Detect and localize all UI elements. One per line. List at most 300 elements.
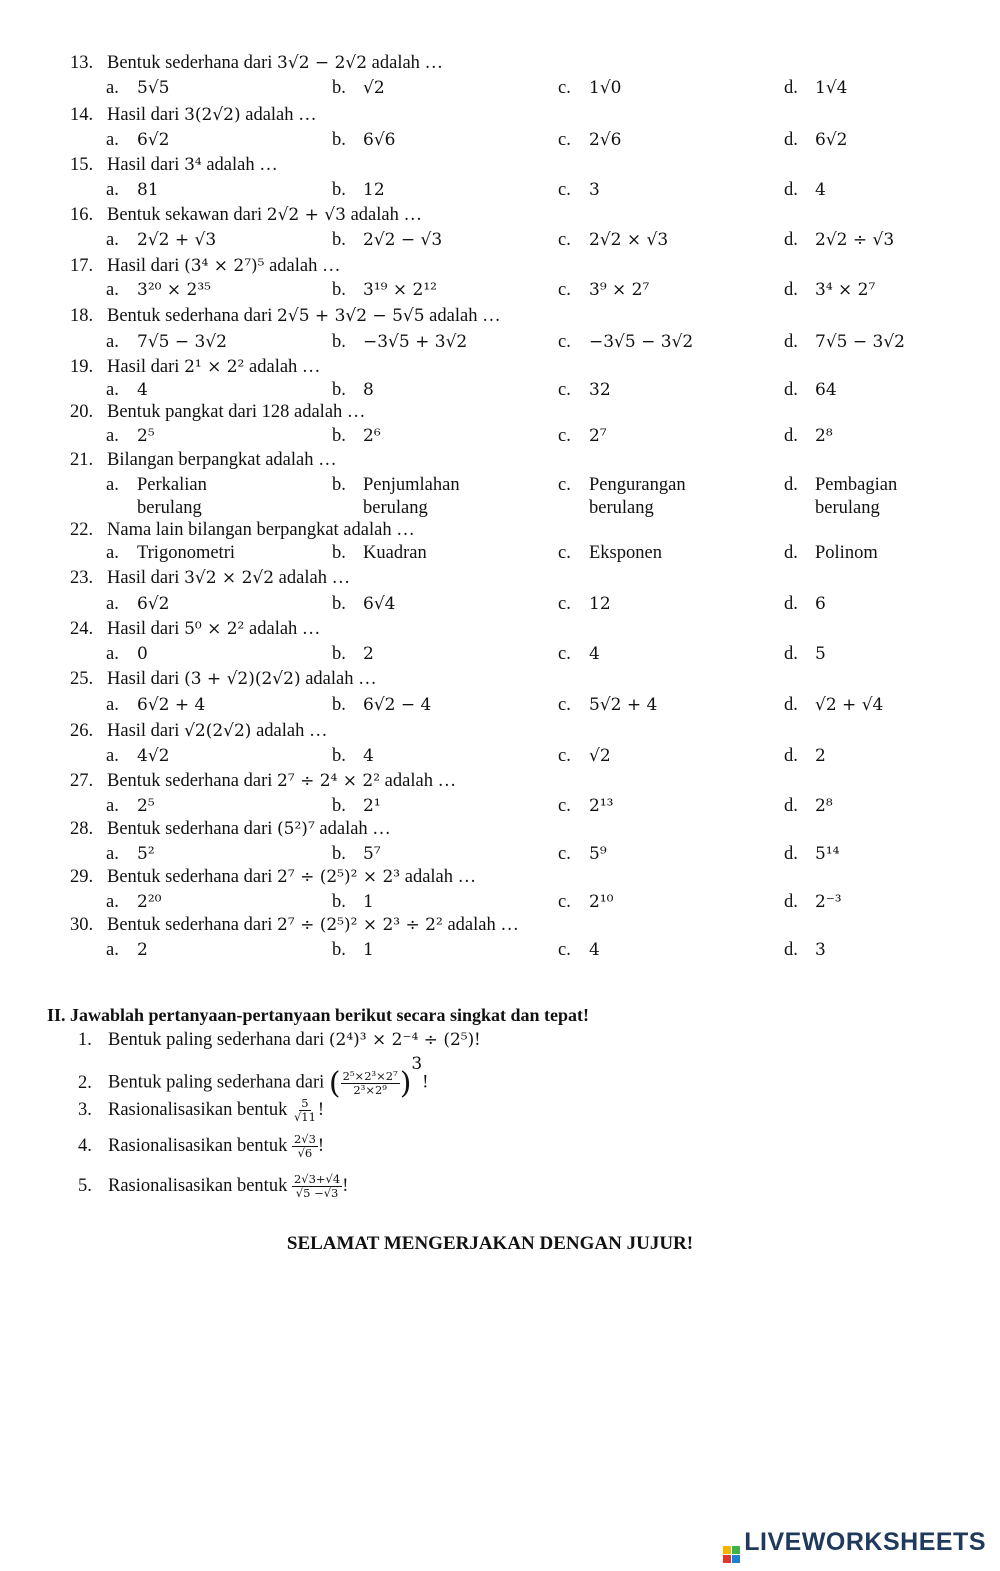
option-value: 5¹⁴ bbox=[815, 844, 840, 864]
question-tail: adalah … bbox=[245, 105, 317, 125]
option-b[interactable] bbox=[332, 594, 395, 615]
option-value: 32 bbox=[589, 380, 611, 400]
fraction-numerator: 5 bbox=[301, 1096, 309, 1110]
question-tail: adalah … bbox=[249, 357, 321, 377]
question-17 bbox=[70, 256, 970, 277]
option-a[interactable] bbox=[106, 332, 227, 353]
question-stem: Hasil dari bbox=[107, 669, 180, 689]
option-c[interactable] bbox=[558, 78, 621, 99]
option-b[interactable] bbox=[332, 474, 493, 520]
option-value: 2⁻³ bbox=[815, 892, 842, 912]
option-c[interactable] bbox=[558, 280, 649, 301]
essay-number: 2. bbox=[78, 1072, 92, 1093]
question-expression: 3√2 − 2√2 bbox=[277, 53, 368, 73]
option-letter: c. bbox=[558, 426, 571, 446]
essay-fraction bbox=[292, 1173, 342, 1200]
option-b[interactable] bbox=[332, 426, 381, 447]
option-value: 5⁹ bbox=[589, 844, 607, 864]
option-letter: c. bbox=[558, 280, 571, 300]
option-value: 2⁵ bbox=[137, 426, 155, 446]
option-value: 5√2 + 4 bbox=[589, 695, 658, 715]
option-letter: c. bbox=[558, 543, 571, 563]
option-letter: b. bbox=[332, 475, 346, 495]
option-value: 0 bbox=[137, 644, 148, 664]
options-row bbox=[0, 746, 1000, 770]
options-row bbox=[0, 180, 1000, 204]
option-d[interactable] bbox=[784, 844, 839, 865]
option-letter: d. bbox=[784, 180, 798, 200]
option-c[interactable] bbox=[558, 746, 611, 767]
option-letter: d. bbox=[784, 426, 798, 446]
question-stem: Hasil dari bbox=[107, 155, 180, 175]
option-letter: d. bbox=[784, 892, 798, 912]
essay-text: Rasionalisasikan bentuk bbox=[108, 1099, 288, 1120]
question-number: 24. bbox=[70, 619, 94, 639]
essay-fraction bbox=[341, 1070, 400, 1097]
option-a[interactable] bbox=[106, 644, 148, 665]
option-value: 2⁷ bbox=[589, 426, 607, 446]
option-b[interactable] bbox=[332, 695, 431, 716]
question-tail: adalah … bbox=[206, 155, 278, 175]
option-value: Pengurangan berulang bbox=[589, 475, 686, 518]
option-value: 6√2 bbox=[815, 130, 848, 150]
option-a[interactable] bbox=[106, 594, 169, 615]
question-16 bbox=[70, 205, 970, 226]
options-row bbox=[0, 474, 1000, 518]
option-letter: a. bbox=[106, 230, 119, 250]
essay-fraction bbox=[292, 1133, 318, 1160]
option-value: 4 bbox=[589, 940, 600, 960]
option-a[interactable] bbox=[106, 892, 161, 913]
question-number: 30. bbox=[70, 915, 94, 935]
option-value: 6 bbox=[815, 594, 826, 614]
essay-item-1 bbox=[78, 1030, 480, 1051]
question-number: 20. bbox=[70, 402, 94, 422]
question-number: 15. bbox=[70, 155, 94, 175]
option-letter: a. bbox=[106, 426, 119, 446]
option-letter: a. bbox=[106, 380, 119, 400]
option-c[interactable] bbox=[558, 332, 693, 353]
fraction-numerator: 2√3 bbox=[293, 1132, 316, 1146]
option-letter: a. bbox=[106, 796, 119, 816]
option-value: 2²⁰ bbox=[137, 892, 162, 912]
option-b[interactable] bbox=[332, 130, 395, 151]
question-expression: 2√5 + 3√2 − 5√5 bbox=[277, 306, 425, 326]
question-expression: 2⁷ ÷ (2⁵)² × 2³ bbox=[277, 867, 401, 887]
option-value: 5² bbox=[137, 844, 155, 864]
option-letter: d. bbox=[784, 695, 798, 715]
question-stem: Bentuk sederhana dari bbox=[107, 53, 273, 73]
options-row bbox=[0, 426, 1000, 450]
essay-text: Bentuk paling sederhana dari bbox=[108, 1072, 325, 1093]
option-letter: a. bbox=[106, 332, 119, 352]
option-value: 2¹ bbox=[363, 796, 381, 816]
essay-number: 3. bbox=[78, 1099, 92, 1120]
option-a[interactable] bbox=[106, 230, 216, 251]
question-stem: Hasil dari bbox=[107, 721, 180, 741]
option-c[interactable] bbox=[558, 426, 607, 447]
option-letter: a. bbox=[106, 280, 119, 300]
option-letter: a. bbox=[106, 180, 119, 200]
question-tail: adalah … bbox=[371, 53, 444, 73]
option-value: 6√2 − 4 bbox=[363, 695, 432, 715]
option-a[interactable] bbox=[106, 746, 169, 767]
option-a[interactable] bbox=[106, 180, 159, 201]
option-d[interactable] bbox=[784, 594, 826, 615]
question-stem: Hasil dari bbox=[107, 256, 180, 276]
fraction-numerator: 2⁵×2³×2⁷ bbox=[342, 1068, 398, 1083]
option-c[interactable] bbox=[558, 543, 662, 564]
question-26 bbox=[70, 721, 970, 742]
option-d[interactable] bbox=[784, 380, 837, 401]
question-expression: (3⁴ × 2⁷)⁵ bbox=[184, 256, 265, 276]
option-value: 7√5 − 3√2 bbox=[137, 332, 227, 352]
option-a[interactable] bbox=[106, 78, 169, 99]
option-letter: a. bbox=[106, 130, 119, 150]
question-expression: (5²)⁷ bbox=[277, 819, 315, 839]
question-number: 25. bbox=[70, 669, 94, 689]
option-b[interactable] bbox=[332, 280, 437, 301]
option-c[interactable] bbox=[558, 844, 607, 865]
option-d[interactable] bbox=[784, 130, 847, 151]
option-c[interactable] bbox=[558, 180, 600, 201]
essay-item-5 bbox=[78, 1173, 348, 1200]
option-d[interactable] bbox=[784, 695, 883, 716]
option-letter: c. bbox=[558, 230, 571, 250]
option-c[interactable] bbox=[558, 230, 668, 251]
fraction-denominator: √5 −√3 bbox=[295, 1186, 339, 1200]
option-value: 12 bbox=[589, 594, 611, 614]
option-a[interactable] bbox=[106, 543, 235, 564]
option-value: √2 bbox=[363, 78, 385, 98]
question-number: 26. bbox=[70, 721, 94, 741]
option-d[interactable] bbox=[784, 543, 878, 564]
option-value: 4 bbox=[589, 644, 600, 664]
options-row bbox=[0, 644, 1000, 668]
option-value: 6√2 bbox=[137, 594, 170, 614]
brand-name: LIVEWORKSHEETS bbox=[744, 1528, 986, 1556]
option-letter: c. bbox=[558, 130, 571, 150]
options-row bbox=[0, 940, 1000, 964]
option-value: 5√5 bbox=[137, 78, 170, 98]
option-b[interactable] bbox=[332, 644, 374, 665]
option-letter: a. bbox=[106, 543, 119, 563]
question-expression: 5⁰ × 2² bbox=[184, 619, 245, 639]
option-value: Perkalian berulang bbox=[137, 475, 207, 518]
question-stem: Hasil dari bbox=[107, 619, 180, 639]
option-value: 3⁹ × 2⁷ bbox=[589, 280, 650, 300]
question-stem: Nama lain bilangan berpangkat adalah … bbox=[107, 520, 415, 540]
option-value: 3 bbox=[815, 940, 826, 960]
question-number: 19. bbox=[70, 357, 94, 377]
option-letter: c. bbox=[558, 332, 571, 352]
option-c[interactable] bbox=[558, 695, 657, 716]
option-value: Pembagian berulang bbox=[815, 475, 898, 518]
option-value: 2⁵ bbox=[137, 796, 155, 816]
essay-text: Rasionalisasikan bentuk bbox=[108, 1175, 288, 1196]
question-13 bbox=[70, 53, 970, 74]
option-b[interactable] bbox=[332, 230, 442, 251]
option-d[interactable] bbox=[784, 940, 826, 961]
option-a[interactable] bbox=[106, 474, 267, 520]
option-value: 6√2 bbox=[137, 130, 170, 150]
option-d[interactable] bbox=[784, 746, 826, 767]
option-letter: b. bbox=[332, 644, 346, 664]
option-b[interactable] bbox=[332, 543, 427, 564]
option-value: 3¹⁹ × 2¹² bbox=[363, 280, 437, 300]
option-letter: c. bbox=[558, 380, 571, 400]
option-letter: d. bbox=[784, 230, 798, 250]
option-c[interactable] bbox=[558, 644, 600, 665]
question-tail: adalah … bbox=[305, 669, 377, 689]
question-stem: Hasil dari bbox=[107, 568, 180, 588]
option-a[interactable] bbox=[106, 844, 155, 865]
option-b[interactable] bbox=[332, 180, 385, 201]
option-d[interactable] bbox=[784, 78, 847, 99]
option-letter: a. bbox=[106, 695, 119, 715]
option-value: 6√2 + 4 bbox=[137, 695, 206, 715]
essay-number: 4. bbox=[78, 1135, 92, 1156]
option-value: 3⁴ × 2⁷ bbox=[815, 280, 876, 300]
essay-text: Rasionalisasikan bentuk bbox=[108, 1135, 288, 1156]
question-tail: adalah … bbox=[404, 867, 477, 887]
question-23 bbox=[70, 568, 970, 589]
question-stem: Bentuk pangkat dari 128 adalah … bbox=[107, 402, 366, 422]
fraction-denominator: 2³×2⁹ bbox=[353, 1082, 387, 1097]
option-letter: d. bbox=[784, 543, 798, 563]
option-b[interactable] bbox=[332, 78, 385, 99]
option-value: 4√2 bbox=[137, 746, 170, 766]
option-d[interactable] bbox=[784, 230, 894, 251]
option-value: 2√2 + √3 bbox=[137, 230, 217, 250]
option-a[interactable] bbox=[106, 940, 148, 961]
option-d[interactable] bbox=[784, 644, 826, 665]
option-c[interactable] bbox=[558, 940, 600, 961]
fraction-denominator: √11 bbox=[293, 1110, 316, 1124]
option-value: 2 bbox=[137, 940, 148, 960]
option-value: 6√6 bbox=[363, 130, 396, 150]
essay-fraction bbox=[292, 1097, 318, 1124]
question-21 bbox=[70, 450, 970, 471]
question-stem: Bentuk sederhana dari bbox=[107, 915, 273, 935]
option-letter: b. bbox=[332, 380, 346, 400]
paren-close: ) bbox=[399, 1065, 412, 1101]
option-d[interactable] bbox=[784, 892, 842, 913]
option-b[interactable] bbox=[332, 332, 467, 353]
option-c[interactable] bbox=[558, 130, 621, 151]
option-a[interactable] bbox=[106, 426, 155, 447]
options-row bbox=[0, 892, 1000, 916]
option-letter: a. bbox=[106, 940, 119, 960]
option-letter: a. bbox=[106, 78, 119, 98]
option-a[interactable] bbox=[106, 695, 205, 716]
option-c[interactable] bbox=[558, 474, 719, 520]
options-row bbox=[0, 844, 1000, 868]
options-row bbox=[0, 332, 1000, 356]
option-a[interactable] bbox=[106, 796, 155, 817]
option-value: 4 bbox=[815, 180, 826, 200]
option-value: 1√0 bbox=[589, 78, 622, 98]
option-letter: c. bbox=[558, 695, 571, 715]
option-letter: b. bbox=[332, 892, 346, 912]
option-d[interactable] bbox=[784, 180, 826, 201]
option-value: 7√5 − 3√2 bbox=[815, 332, 905, 352]
option-value: 2 bbox=[815, 746, 826, 766]
option-letter: c. bbox=[558, 892, 571, 912]
option-letter: a. bbox=[106, 746, 119, 766]
essay-number: 5. bbox=[78, 1175, 92, 1196]
option-d[interactable] bbox=[784, 332, 905, 353]
option-d[interactable] bbox=[784, 426, 833, 447]
option-letter: b. bbox=[332, 594, 346, 614]
option-b[interactable] bbox=[332, 380, 374, 401]
question-number: 14. bbox=[70, 105, 94, 125]
option-letter: d. bbox=[784, 940, 798, 960]
question-30 bbox=[70, 915, 970, 936]
option-b[interactable] bbox=[332, 844, 381, 865]
question-24 bbox=[70, 619, 970, 640]
option-b[interactable] bbox=[332, 892, 374, 913]
question-stem: Bentuk sederhana dari bbox=[107, 771, 273, 791]
essay-end: ! bbox=[342, 1175, 349, 1196]
option-letter: b. bbox=[332, 695, 346, 715]
option-c[interactable] bbox=[558, 594, 611, 615]
option-d[interactable] bbox=[784, 796, 833, 817]
option-b[interactable] bbox=[332, 746, 374, 767]
option-value: 1√4 bbox=[815, 78, 848, 98]
option-letter: b. bbox=[332, 426, 346, 446]
option-value: 2⁶ bbox=[363, 426, 381, 446]
option-a[interactable] bbox=[106, 380, 148, 401]
option-value: 5⁷ bbox=[363, 844, 381, 864]
fraction-denominator: √6 bbox=[297, 1146, 313, 1160]
option-letter: d. bbox=[784, 644, 798, 664]
option-letter: c. bbox=[558, 78, 571, 98]
question-tail: adalah … bbox=[447, 915, 519, 935]
option-letter: b. bbox=[332, 844, 346, 864]
question-tail: adalah … bbox=[269, 256, 341, 276]
option-letter: d. bbox=[784, 475, 798, 495]
option-letter: d. bbox=[784, 78, 798, 98]
essay-text: Bentuk paling sederhana dari bbox=[108, 1030, 325, 1050]
option-letter: b. bbox=[332, 796, 346, 816]
options-row bbox=[0, 280, 1000, 304]
question-15 bbox=[70, 155, 970, 176]
question-stem: Bentuk sederhana dari bbox=[107, 306, 273, 326]
option-a[interactable] bbox=[106, 280, 211, 301]
question-29 bbox=[70, 867, 970, 888]
question-expression: √2(2√2) bbox=[184, 721, 252, 741]
essay-expression: (2⁴)³ × 2⁻⁴ ÷ (2⁵) bbox=[328, 1030, 475, 1050]
question-stem: Bentuk sederhana dari bbox=[107, 867, 273, 887]
essay-item-2 bbox=[78, 1054, 429, 1101]
option-value: 2√2 − √3 bbox=[363, 230, 443, 250]
question-stem: Hasil dari bbox=[107, 357, 180, 377]
option-letter: a. bbox=[106, 475, 119, 495]
question-number: 18. bbox=[70, 306, 94, 326]
option-letter: a. bbox=[106, 892, 119, 912]
option-value: 2¹⁰ bbox=[589, 892, 614, 912]
question-number: 21. bbox=[70, 450, 94, 470]
option-value: Polinom bbox=[815, 543, 878, 563]
option-value: 2√6 bbox=[589, 130, 622, 150]
options-row bbox=[0, 796, 1000, 820]
option-value: 6√4 bbox=[363, 594, 396, 614]
option-value: Eksponen bbox=[589, 543, 662, 563]
question-expression: 3⁴ bbox=[184, 155, 202, 175]
paren-open: ( bbox=[328, 1065, 341, 1101]
option-letter: c. bbox=[558, 844, 571, 864]
essay-end: ! bbox=[474, 1030, 481, 1050]
option-letter: b. bbox=[332, 940, 346, 960]
question-stem: Bentuk sederhana dari bbox=[107, 819, 273, 839]
question-20 bbox=[70, 402, 970, 423]
option-letter: d. bbox=[784, 594, 798, 614]
option-value: Trigonometri bbox=[137, 543, 235, 563]
option-d[interactable] bbox=[784, 474, 945, 520]
question-number: 17. bbox=[70, 256, 94, 276]
question-expression: 3(2√2) bbox=[184, 105, 241, 125]
essay-end: ! bbox=[422, 1072, 429, 1093]
option-letter: b. bbox=[332, 130, 346, 150]
options-row bbox=[0, 230, 1000, 254]
option-letter: d. bbox=[784, 746, 798, 766]
option-c[interactable] bbox=[558, 892, 613, 913]
options-row bbox=[0, 130, 1000, 154]
option-value: 2√2 ÷ √3 bbox=[815, 230, 895, 250]
option-letter: b. bbox=[332, 180, 346, 200]
fraction-power: 3 bbox=[411, 1054, 423, 1074]
option-value: 64 bbox=[815, 380, 837, 400]
option-letter: c. bbox=[558, 746, 571, 766]
option-letter: c. bbox=[558, 475, 571, 495]
question-tail: adalah … bbox=[429, 306, 501, 326]
option-d[interactable] bbox=[784, 280, 875, 301]
option-letter: d. bbox=[784, 380, 798, 400]
essay-item-3 bbox=[78, 1097, 324, 1124]
option-letter: c. bbox=[558, 594, 571, 614]
option-value: 2⁸ bbox=[815, 426, 833, 446]
option-letter: b. bbox=[332, 280, 346, 300]
options-row bbox=[0, 380, 1000, 404]
question-expression: (3 + √2)(2√2) bbox=[184, 669, 301, 689]
question-expression: 3√2 × 2√2 bbox=[184, 568, 275, 588]
option-value: −3√5 − 3√2 bbox=[589, 332, 694, 352]
option-b[interactable] bbox=[332, 940, 374, 961]
fraction-numerator: 2√3+√4 bbox=[293, 1172, 341, 1186]
option-letter: b. bbox=[332, 78, 346, 98]
options-row bbox=[0, 594, 1000, 618]
option-value: 2 bbox=[363, 644, 374, 664]
question-expression: 2⁷ ÷ 2⁴ × 2² bbox=[277, 771, 381, 791]
question-stem: Hasil dari bbox=[107, 105, 180, 125]
option-letter: b. bbox=[332, 543, 346, 563]
option-value: 2¹³ bbox=[589, 796, 614, 816]
question-tail: adalah … bbox=[350, 205, 422, 225]
option-c[interactable] bbox=[558, 796, 613, 817]
essay-end: ! bbox=[317, 1099, 325, 1120]
option-letter: c. bbox=[558, 644, 571, 664]
option-c[interactable] bbox=[558, 380, 611, 401]
option-value: 2⁸ bbox=[815, 796, 833, 816]
option-value: √2 bbox=[589, 746, 611, 766]
question-expression: 2⁷ ÷ (2⁵)² × 2³ ÷ 2² bbox=[277, 915, 443, 935]
question-stem: Bilangan berpangkat adalah … bbox=[107, 450, 337, 470]
option-a[interactable] bbox=[106, 130, 169, 151]
liveworksheets-logo[interactable] bbox=[723, 1528, 986, 1563]
essay-item-4 bbox=[78, 1133, 324, 1160]
option-b[interactable] bbox=[332, 796, 381, 817]
